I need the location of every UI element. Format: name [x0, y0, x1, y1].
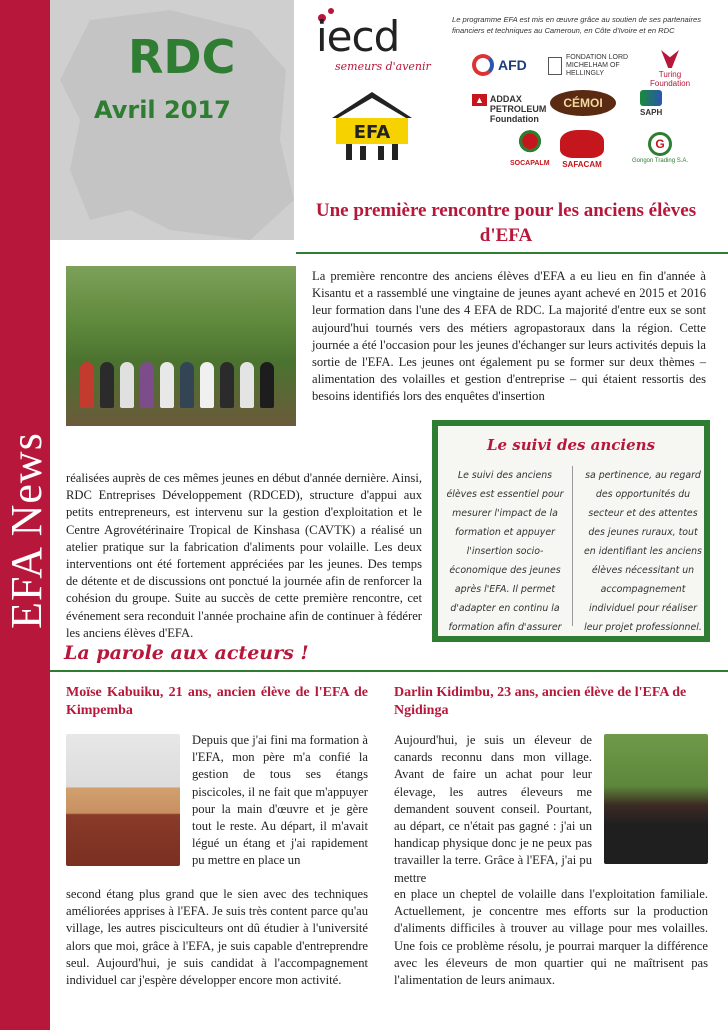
addax-logo: [472, 94, 550, 124]
group-photo: [66, 266, 296, 426]
sidebox-divider: [572, 466, 573, 626]
afd-ring-icon: [472, 54, 494, 76]
testimony-2-text-top: Aujourd'hui, je suis un éleveur de canards reconnu dans mon village. Avant de faire un achat pour leur élevage, les autres éleveurs me demandent souvent conseil. Pourtant, au départ, ce n'était pas gagné : j'ai un handicap physique donc je ne peux pas travailler la terre. Grâce à l'EFA, j'ai pu mettre: [394, 733, 592, 885]
divider: [296, 252, 728, 254]
vertical-title: EFA News: [1, 431, 51, 629]
testimony-1-photo: [66, 734, 180, 866]
divider: [50, 670, 728, 672]
article-paragraph-right: La première rencontre des anciens élèves d'EFA a eu lieu en fin d'année à Kisantu et a rassemblé une vingtaine de jeunes ayant achevé en 2015 et 2016 leur formation dans l'une des 4 EFA de RDC. La majorité d'entre eux se sont aujourd'hui tournés vers des métiers agropastoraux dans la région. Cette journée a été l'occasion pour les jeunes d'échanger sur leurs activités depuis la sortie de l'EFA. Les jeunes ont également pu se former sur deux thèmes – alimentation des volailles et gestion d'entreprise – qui étaient ressortis des besoins identifiés lors des enquêtes d'insertion: [312, 269, 706, 404]
addax-mark-icon: ▲: [472, 94, 487, 106]
safacam-label: SAFACAM: [562, 160, 602, 169]
testimony-2-title: Darlin Kidimbu, 23 ans, ancien élève de l'EFA de Ngidinga: [394, 685, 687, 718]
country-title: RDC: [128, 30, 236, 84]
testimony-2-text-bottom: en place un cheptel de volaille dans l'exploitation familiale. Actuellement, je concentre mes efforts sur la production d'aliments difficiles à trouver au village pour mes volailles. Une fois ce problème résolu, je pourrai marquer la différence avec les éleveurs de mon quartier qui ne maîtrisent pas l'alimentation de leurs animaux.: [394, 887, 708, 988]
article-headline: Une première rencontre pour les anciens élèves d'EFA: [315, 200, 697, 246]
sponsor-note: Le programme EFA est mis en œuvre grâce au soutien de ses partenaires financiers et techniques au Cameroun, en Côte d'Ivoire et en RDC: [452, 15, 702, 35]
addax-label: ADDAX PETROLEUM Foundation: [489, 94, 547, 124]
saph-logo: [640, 90, 662, 117]
crest-icon: [548, 57, 562, 75]
sidebox: [432, 420, 710, 642]
gongon-label: Gongon Trading S.A.: [632, 158, 689, 164]
header-box: [50, 0, 294, 240]
iecd-logo: iecd: [316, 12, 400, 61]
saph-mark-icon: [640, 90, 662, 106]
testimony-1-text-bottom: second étang plus grand que le sien avec des techniques améliorées apprises à l'EFA. Je suis très content parce qu'au village, les autres pisciculteurs ont dû étudier à l'université alors que moi, grâce à l'EFA, je suis capable d'entreprendre seul. Aujourd'hui, je suis candidat à l'accompagnement individuel car j'espère développer encore mon activité.: [66, 887, 368, 988]
palm-tree-icon: [516, 130, 544, 158]
safacam-logo: [560, 130, 604, 169]
safacam-mark-icon: [560, 130, 604, 158]
sidebox-title: Le suivi des anciens: [486, 436, 656, 454]
sidebox-column-2: sa pertinence, au regard des opportunités du secteur et des attentes des jeunes ruraux, tout en identifiant les anciens élèves nécessitant un accompagnement individuel pour réaliser leur projet professionnel.: [584, 470, 702, 633]
iecd-tagline: semeurs d'avenir: [335, 60, 431, 73]
efa-logo-text: EFA: [353, 122, 391, 143]
testimony-2-photo: [604, 734, 708, 864]
gongon-logo: [632, 132, 688, 164]
sidebox-column-1: Le suivi des anciens élèves est essentiel pour mesurer l'impact de la formation et appuyer l'insertion socio-économique des jeunes après l'EFA. Il permet d'adapter en continu la formation afin d'assurer: [446, 470, 564, 633]
saph-label: SAPH: [640, 108, 663, 117]
turing-logo: [640, 50, 700, 88]
issue-date: Avril 2017: [94, 96, 231, 124]
article-paragraph-left: réalisées auprès de ces mêmes jeunes en début d'année dernière. Ainsi, RDC Entreprises Développement (RDCED), structure d'appui aux petits entrepreneurs, est intervenu sur la gestion d'exploitation et le Centre Agrovétérinaire Tropical de Kinshasa (CAVTK) a réalisé un atelier pratique sur la fabrication d'aliments pour volaille. Les deux interventions ont été fortement appréciées par les jeunes. Des temps de détente et de discussions ont ponctué la journée afin de renforcer la cohésion du groupe. Suite au succès de cette première rencontre, cet événement sera reconduit l'année prochaine afin de continuer à fédérer les anciens élèves d'EFA.: [66, 471, 422, 640]
afd-label: AFD: [498, 57, 527, 73]
testimony-1-title: Moïse Kabuiku, 21 ans, ancien élève de l'EFA de Kimpemba: [66, 685, 368, 718]
vertical-title-wrap: [1, 420, 51, 640]
lmh-label: FONDATION LORD MICHELHAM OF HELLINGLY: [566, 54, 629, 77]
cemoi-logo: CÉMOI: [550, 90, 616, 116]
sidebox-inner: [438, 426, 704, 636]
turing-mark-icon: [661, 50, 679, 68]
socapalm-label: SOCAPALM: [510, 160, 550, 167]
efa-logo-icon: [326, 88, 418, 166]
socapalm-logo: [510, 130, 550, 167]
turing-label: Turing Foundation: [649, 70, 691, 88]
side-band: [0, 0, 50, 1030]
gongon-mark-icon: G: [648, 132, 672, 156]
section-title: La parole aux acteurs !: [64, 642, 309, 664]
testimony-1-text-top: Depuis que j'ai fini ma formation à l'EFA, mon père m'a confié la gestion de tous ses étangs piscicoles, il ne fait que m'appuyer pour la main d'œuvre et je gère tout le reste. Au départ, il m'avait légué un étang et j'ai rapidement pu mettre en place un: [192, 733, 368, 868]
afd-logo: [472, 54, 527, 76]
lmh-logo: [548, 54, 636, 78]
